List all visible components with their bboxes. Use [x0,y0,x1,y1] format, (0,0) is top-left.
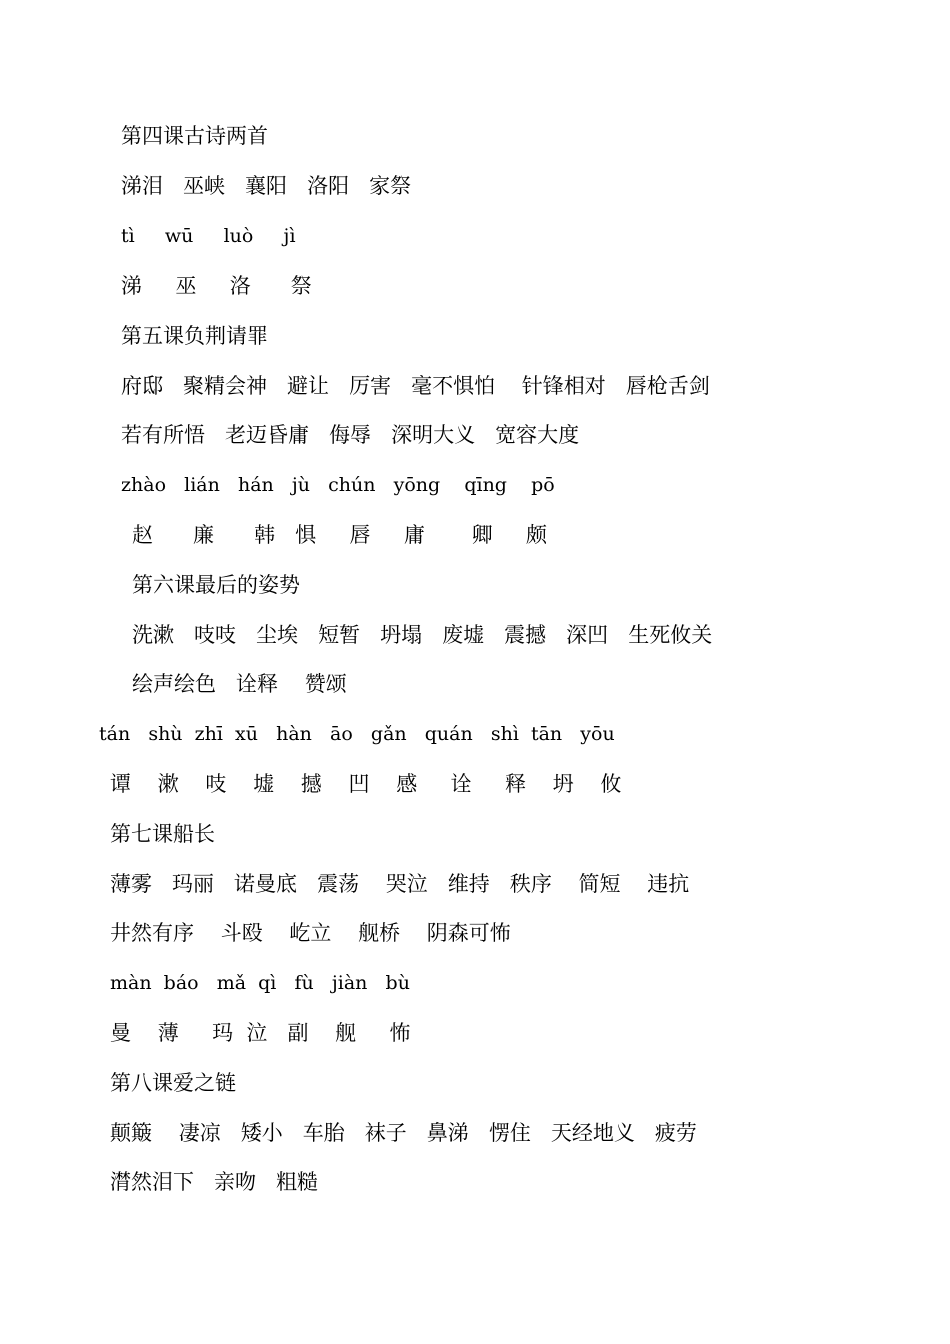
lesson-8-title: 第八课爱之链 [110,1071,236,1095]
lesson-6-pinyin: tán shù zhī xū hàn āo gǎn quán shì tān yōu [99,723,615,745]
lesson-7-words-2: 井然有序 斗殴 屹立 舰桥 阴森可怖 [110,921,511,945]
lesson-8-words-1: 颠簸 凄凉 矮小 车胎 袜子 鼻涕 愣住 天经地义 疲劳 [110,1121,697,1145]
lesson-5-words-1: 府邸 聚精会神 避让 厉害 毫不惧怕 针锋相对 唇枪舌剑 [121,374,710,398]
lesson-5-title: 第五课负荆请罪 [121,324,268,348]
lesson-6-characters: 谭 漱 吱 墟 撼 凹 感 诠 释 坍 攸 [110,772,622,796]
lesson-4-words: 涕泪 巫峡 襄阳 洛阳 家祭 [121,174,412,198]
lesson-4-pinyin: tì wū luò jì [121,225,296,247]
lesson-5-words-2: 若有所悟 老迈昏庸 侮辱 深明大义 宽容大度 [121,423,580,447]
lesson-7-characters: 曼 薄 玛 泣 副 舰 怖 [110,1021,411,1045]
lesson-7-pinyin: màn báo mǎ qì fù jiàn bù [110,972,410,994]
lesson-6-words-1: 洗漱 吱吱 尘埃 短暂 坍塌 废墟 震撼 深凹 生死攸关 [132,623,713,647]
lesson-6-title: 第六课最后的姿势 [132,573,300,597]
lesson-5-characters: 赵 廉 韩 惧 唇 庸 卿 颇 [132,523,547,547]
lesson-4-title: 第四课古诗两首 [121,124,268,148]
lesson-8-words-2: 潸然泪下 亲吻 粗糙 [110,1170,319,1194]
lesson-5-pinyin: zhào lián hán jù chún yōng qīng pō [121,474,555,496]
lesson-7-words-1: 薄雾 玛丽 诺曼底 震荡 哭泣 维持 秩序 简短 违抗 [110,872,690,896]
lesson-4-characters: 涕 巫 洛 祭 [121,274,312,298]
lesson-6-words-2: 绘声绘色 诠释 赞颂 [132,672,347,696]
lesson-7-title: 第七课船长 [110,822,215,846]
